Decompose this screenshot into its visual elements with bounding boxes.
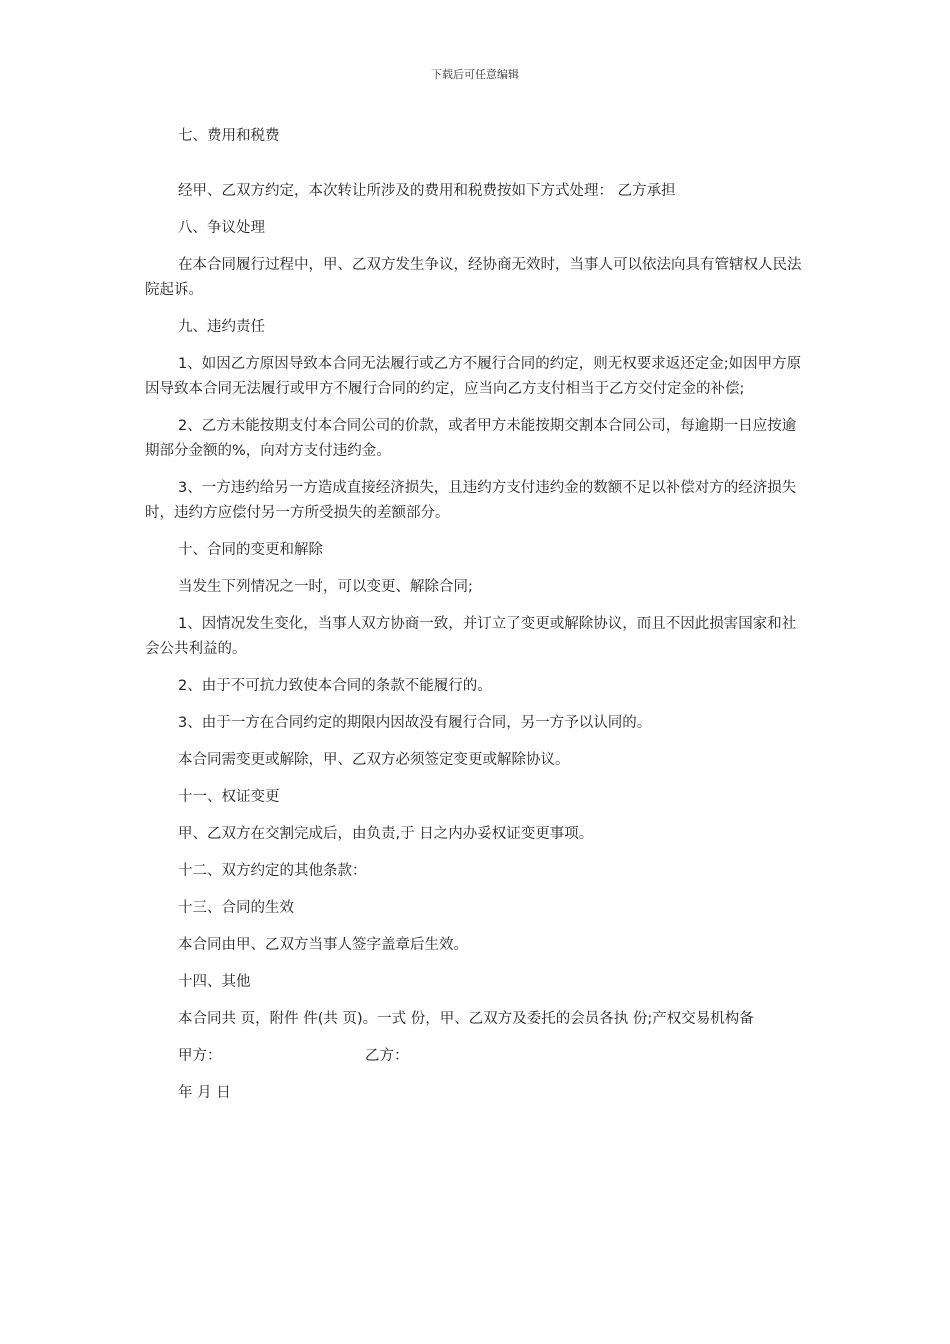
section-heading-effect: 十三、合同的生效 bbox=[178, 900, 294, 916]
page-header: 下载后可任意编辑 bbox=[431, 68, 519, 81]
signature-line bbox=[178, 1044, 805, 1069]
section-heading-fees: 七、费用和税费 bbox=[178, 128, 280, 144]
section-heading-change: 十、合同的变更和解除 bbox=[178, 542, 323, 558]
section-heading-misc: 十四、其他 bbox=[178, 974, 251, 990]
paragraph-breach-2: 2、乙方未能按期支付本合同公司的价款，或者甲方未能按期交割本合同公司，每逾期一日应按逾期部分金额的%，向对方支付违约金。 bbox=[145, 418, 797, 459]
section-heading-other-terms: 十二、双方约定的其他条款： bbox=[178, 863, 367, 879]
party-b-label: 乙方： bbox=[365, 1048, 409, 1064]
paragraph-dispute: 在本合同履行过程中，甲、乙双方发生争议，经协商无效时，当事人可以依法向具有管辖权人民法院起诉。 bbox=[145, 257, 802, 298]
paragraph-effect: 本合同由甲、乙双方当事人签字盖章后生效。 bbox=[178, 937, 468, 953]
paragraph-fees: 经甲、乙双方约定，本次转让所涉及的费用和税费按如下方式处理： 乙方承担 bbox=[178, 183, 676, 199]
paragraph-change-intro: 当发生下列情况之一时，可以变更、解除合同; bbox=[178, 579, 473, 595]
paragraph-change-1: 1、因情况发生变化，当事人双方协商一致，并订立了变更或解除协议，而且不因此损害国家和社会公共利益的。 bbox=[145, 616, 797, 657]
paragraph-breach-3: 3、一方违约给另一方造成直接经济损失，且违约方支付违约金的数额不足以补偿对方的经济损失时，违约方应偿付另一方所受损失的差额部分。 bbox=[145, 480, 797, 521]
section-heading-breach: 九、违约责任 bbox=[178, 319, 265, 335]
section-heading-title-change: 十一、权证变更 bbox=[178, 789, 280, 805]
party-a-label: 甲方： bbox=[178, 1048, 222, 1064]
paragraph-change-3: 3、由于一方在合同约定的期限内因故没有履行合同，另一方予以认同的。 bbox=[178, 715, 652, 731]
paragraph-misc: 本合同共 页，附件 件(共 页)。一式 份，甲、乙双方及委托的会员各执 份;产权交易机构备 bbox=[178, 1011, 754, 1027]
paragraph-change-2: 2、由于不可抗力致使本合同的条款不能履行的。 bbox=[178, 678, 492, 694]
paragraph-breach-1: 1、如因乙方原因导致本合同无法履行或乙方不履行合同的约定，则无权要求返还定金;如因甲方原因导致本合同无法履行或甲方不履行合同的约定，应当向乙方支付相当于乙方交付定金的补偿; bbox=[145, 356, 802, 397]
date-line: 年 月 日 bbox=[178, 1085, 231, 1101]
paragraph-change-agreement: 本合同需变更或解除，甲、乙双方必须签定变更或解除协议。 bbox=[178, 752, 570, 768]
section-heading-dispute: 八、争议处理 bbox=[178, 220, 265, 236]
paragraph-title-change: 甲、乙双方在交割完成后，由负责,于 日之内办妥权证变更事项。 bbox=[178, 826, 594, 842]
document-body bbox=[145, 124, 805, 1118]
